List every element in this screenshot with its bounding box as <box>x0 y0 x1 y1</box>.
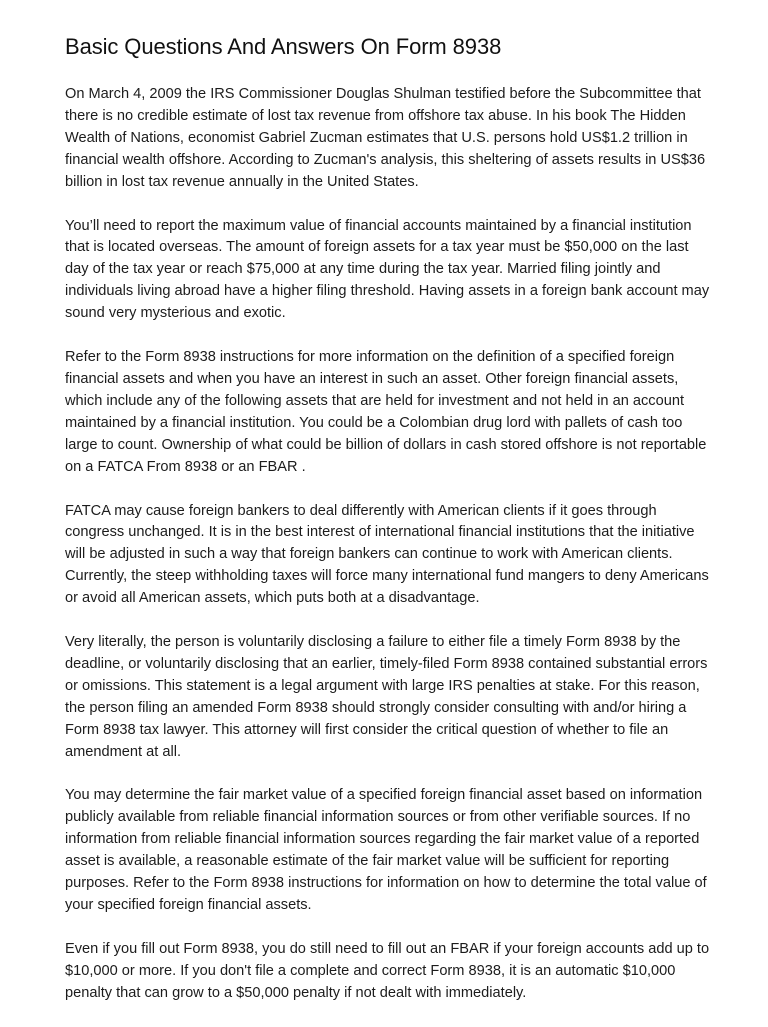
paragraph: You may determine the fair market value of a specified foreign financial asset based on information publicly available from reliable financial information sources or from other verifiable sources. If no information from reliable financial information sources regarding the fair market value of a reported asset is available, a reasonable estimate of the fair market value will be sufficient for reporting purposes. Refer to the Form 8938 instructions for information on how to determine the total value of your specified foreign financial assets. <box>65 787 707 913</box>
article-body <box>65 84 715 1005</box>
paragraph: You’ll need to report the maximum value of financial accounts maintained by a financial institution that is located overseas. The amount of foreign assets for a tax year must be $50,000 on the last day of the tax year or reach $75,000 at any time during the tax year. Married filing jointly and individuals living abroad have a higher filing threshold. Having assets in a foreign bank account may sound very mysterious and exotic. <box>65 217 710 322</box>
paragraph: FATCA may cause foreign bankers to deal differently with American clients if it goes through congress unchanged. It is in the best interest of international financial institutions that the initiative will be adjusted in such a way that foreign bankers can continue to work with American clients. Currently, the steep withholding taxes will force many international fund mangers to deny Americans or avoid all American assets, which puts both at a disadvantage. <box>65 502 709 607</box>
paragraph: Refer to the Form 8938 instructions for more information on the definition of a specified foreign financial assets and when you have an interest in such an asset. Other foreign financial assets, which include any of the following assets that are held for investment and not held in an account maintained by a financial institution. You could be a Colombian drug lord with pallets of cash too large to count. Ownership of what could be billion of dollars in cash stored offshore is not reportable on a FATCA From 8938 or an FBAR . <box>65 349 707 475</box>
paragraph: Very literally, the person is voluntarily disclosing a failure to either file a timely Form 8938 by the deadline, or voluntarily disclosing that an earlier, timely-filed Form 8938 contained substantial errors or omissions. This statement is a legal argument with large IRS penalties at stake. For this reason, the person filing an amended Form 8938 should strongly consider consulting with and/or hiring a Form 8938 tax lawyer. This attorney will first consider the critical question of whether to file an amendment at all. <box>65 634 708 760</box>
paragraph: On March 4, 2009 the IRS Commissioner Douglas Shulman testified before the Subcommittee that there is no credible estimate of lost tax revenue from offshore tax abuse. In his book The Hidden Wealth of Nations, economist Gabriel Zucman estimates that U.S. persons hold US$1.2 trillion in financial wealth offshore. According to Zucman's analysis, this sheltering of assets results in US$36 billion in lost tax revenue annually in the United States. <box>65 86 706 190</box>
page-title: Basic Questions And Answers On Form 8938 <box>65 34 502 59</box>
paragraph: Even if you fill out Form 8938, you do still need to fill out an FBAR if your foreign accounts add up to $10,000 or more. If you don't file a complete and correct Form 8938, it is an automatic $10,000 penalty that can grow to a $50,000 penalty if not dealt with immediately. <box>65 940 710 1001</box>
document-page <box>65 0 715 1027</box>
